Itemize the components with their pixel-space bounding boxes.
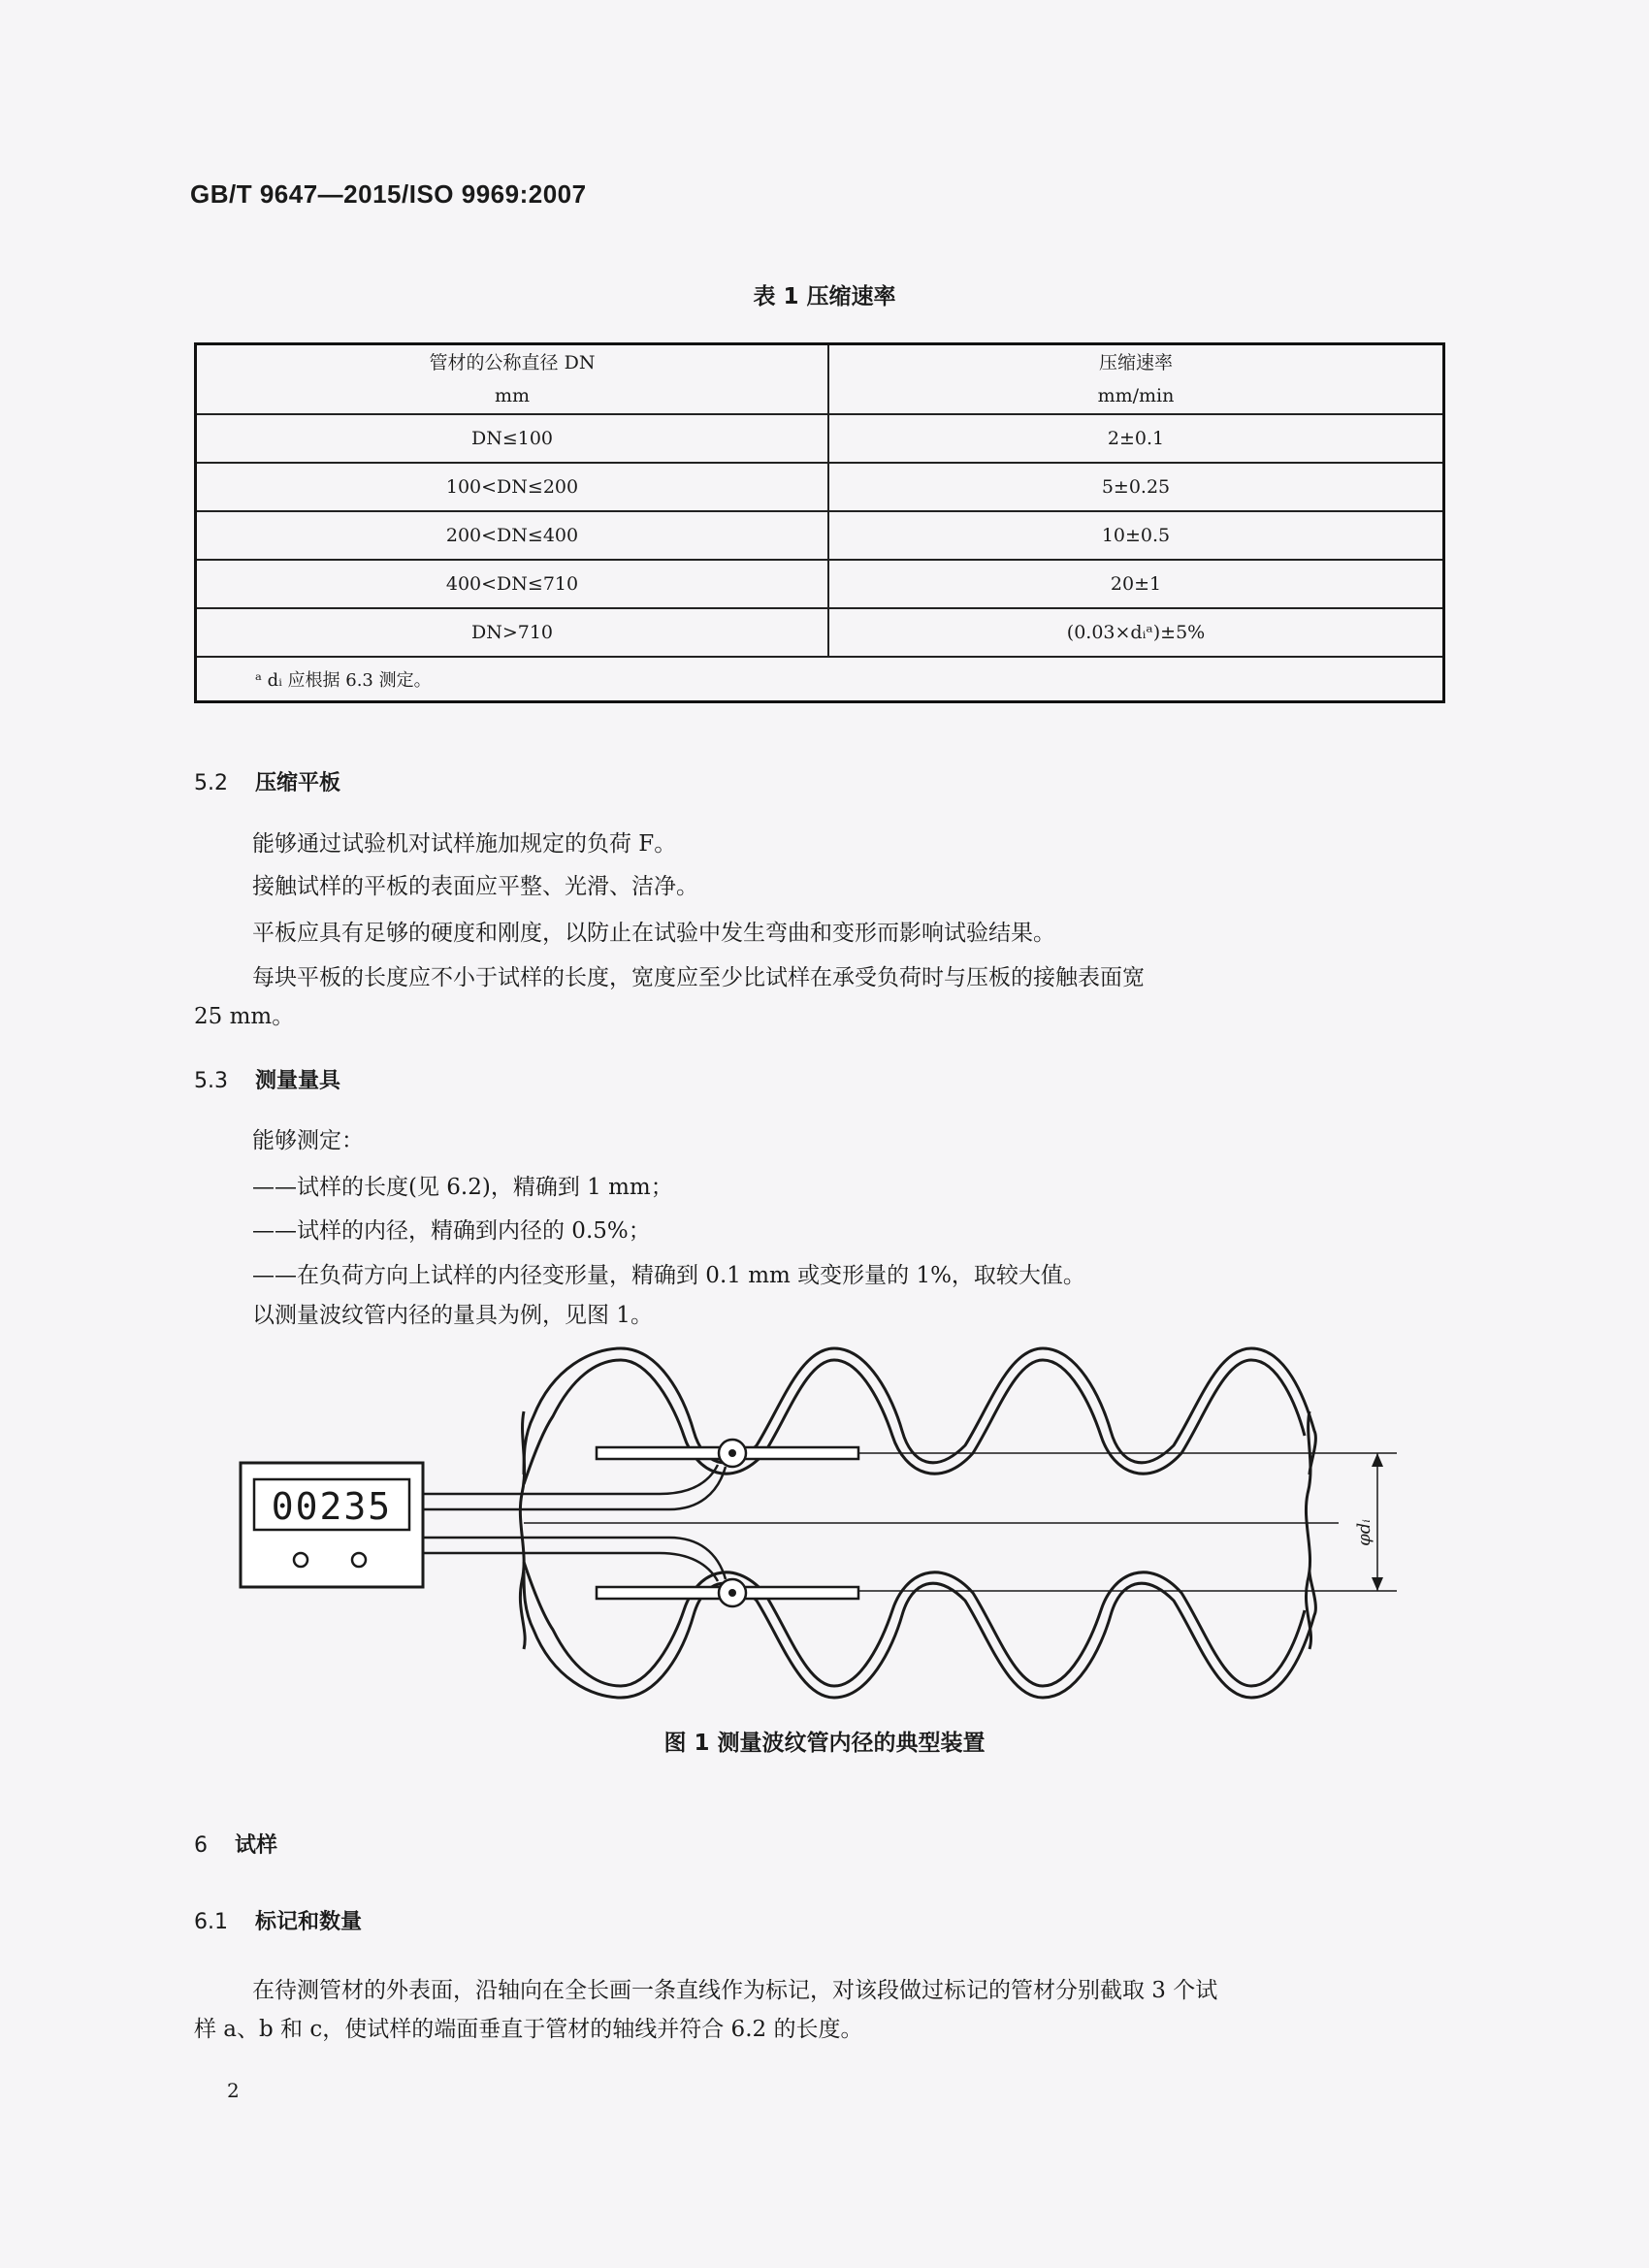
list-item: ——试样的长度(见 6.2)，精确到 1 mm； [252, 1175, 673, 1200]
corrugated-pipe-gauge-figure [233, 1339, 1416, 1707]
table-footnote-row [196, 657, 1444, 702]
table-cell-rate: 5±0.25 [828, 463, 1444, 511]
table-row [196, 608, 1444, 657]
pipe-left-cut-edge [520, 1411, 525, 1649]
table-cell-diameter: 400<DN≤710 [196, 560, 829, 608]
list-item: ——在负荷方向上试样的内径变形量，精确到 0.1 mm 或变形量的 1%，取较大值。 [252, 1263, 1085, 1288]
paragraph: 每块平板的长度应不小于试样的长度，宽度应至少比试样在承受负荷时与压板的接触表面宽 [252, 965, 1145, 990]
header-diameter-label: 管材的公称直径 DN [429, 352, 596, 373]
section-heading-5-3 [194, 1064, 340, 1094]
page-number: 2 [227, 2079, 240, 2102]
gauge-button-right-icon [352, 1553, 366, 1567]
upper-gauge-arm-inner [422, 1467, 726, 1509]
lower-gauge-arm-outer [422, 1553, 718, 1581]
lower-pivot-pin [728, 1589, 736, 1597]
lower-gauge-arm-inner [422, 1538, 726, 1579]
paragraph: 在待测管材的外表面，沿轴向在全长画一条直线作为标记，对该段做过标记的管材分别截取 3 个试 [252, 1978, 1218, 2003]
upper-gauge-arm-outer [422, 1465, 718, 1494]
dimension-arrow-top [1372, 1453, 1383, 1467]
table-cell-rate: 2±0.1 [828, 414, 1444, 463]
section-heading-6 [194, 1829, 277, 1859]
paragraph: 样 a、b 和 c，使试样的端面垂直于管材的轴线并符合 6.2 的长度。 [194, 2017, 863, 2042]
table-footnote: ᵃ dᵢ 应根据 6.3 测定。 [196, 657, 1444, 702]
table-cell-diameter: DN≤100 [196, 414, 829, 463]
list-item: ——试样的内径，精确到内径的 0.5%； [252, 1218, 651, 1244]
paragraph: 25 mm。 [194, 1004, 295, 1029]
table-cell-diameter: 200<DN≤400 [196, 511, 829, 560]
header-cell-rate [828, 344, 1444, 415]
table-cell-rate: (0.03×dᵢᵃ)±5% [828, 608, 1444, 657]
section-number: 5.3 [194, 1069, 228, 1093]
table-cell-diameter: 100<DN≤200 [196, 463, 829, 511]
standard-header: GB/T 9647—2015/ISO 9969:2007 [190, 179, 587, 209]
paragraph: 平板应具有足够的硬度和刚度，以防止在试验中发生弯曲和变形而影响试验结果。 [252, 921, 1055, 946]
header-rate-label: 压缩速率 [1098, 352, 1173, 373]
upper-pivot-pin [728, 1449, 736, 1457]
section-title: 标记和数量 [255, 1910, 363, 1934]
section-title: 测量量具 [255, 1069, 341, 1093]
inner-diameter-label: φdᵢ [1354, 1519, 1374, 1546]
header-diameter-unit: mm [494, 385, 531, 406]
section-heading-6-1 [194, 1905, 362, 1935]
table-cell-diameter: DN>710 [196, 608, 829, 657]
table-cell-rate: 10±0.5 [828, 511, 1444, 560]
section-title: 压缩平板 [255, 771, 341, 795]
paragraph: 以测量波纹管内径的量具为例，见图 1。 [252, 1303, 653, 1328]
table-caption: 表 1 压缩速率 [753, 284, 896, 309]
section-number: 5.2 [194, 771, 228, 795]
table-row [196, 560, 1444, 608]
digital-display-reading: 00235 [271, 1485, 393, 1528]
table-header-row [196, 344, 1444, 415]
section-heading-5-2 [194, 766, 340, 796]
dimension-arrow-bottom [1372, 1577, 1383, 1591]
paragraph: 能够通过试验机对试样施加规定的负荷 F。 [252, 831, 677, 857]
table-row [196, 463, 1444, 511]
table-cell-rate: 20±1 [828, 560, 1444, 608]
header-cell-diameter [196, 344, 829, 415]
compression-rate-table [194, 342, 1445, 703]
gauge-button-left-icon [294, 1553, 307, 1567]
table-row [196, 511, 1444, 560]
section-number: 6 [194, 1833, 208, 1858]
table-row [196, 414, 1444, 463]
pipe-right-cut-edge [1306, 1411, 1310, 1649]
paragraph: 能够测定： [252, 1128, 364, 1153]
section-title: 试样 [235, 1833, 278, 1858]
section-number: 6.1 [194, 1910, 228, 1934]
header-rate-unit: mm/min [1097, 385, 1175, 406]
paragraph: 接触试样的平板的表面应平整、光滑、洁净。 [252, 874, 698, 899]
figure-caption: 图 1 测量波纹管内径的典型装置 [663, 1731, 986, 1756]
